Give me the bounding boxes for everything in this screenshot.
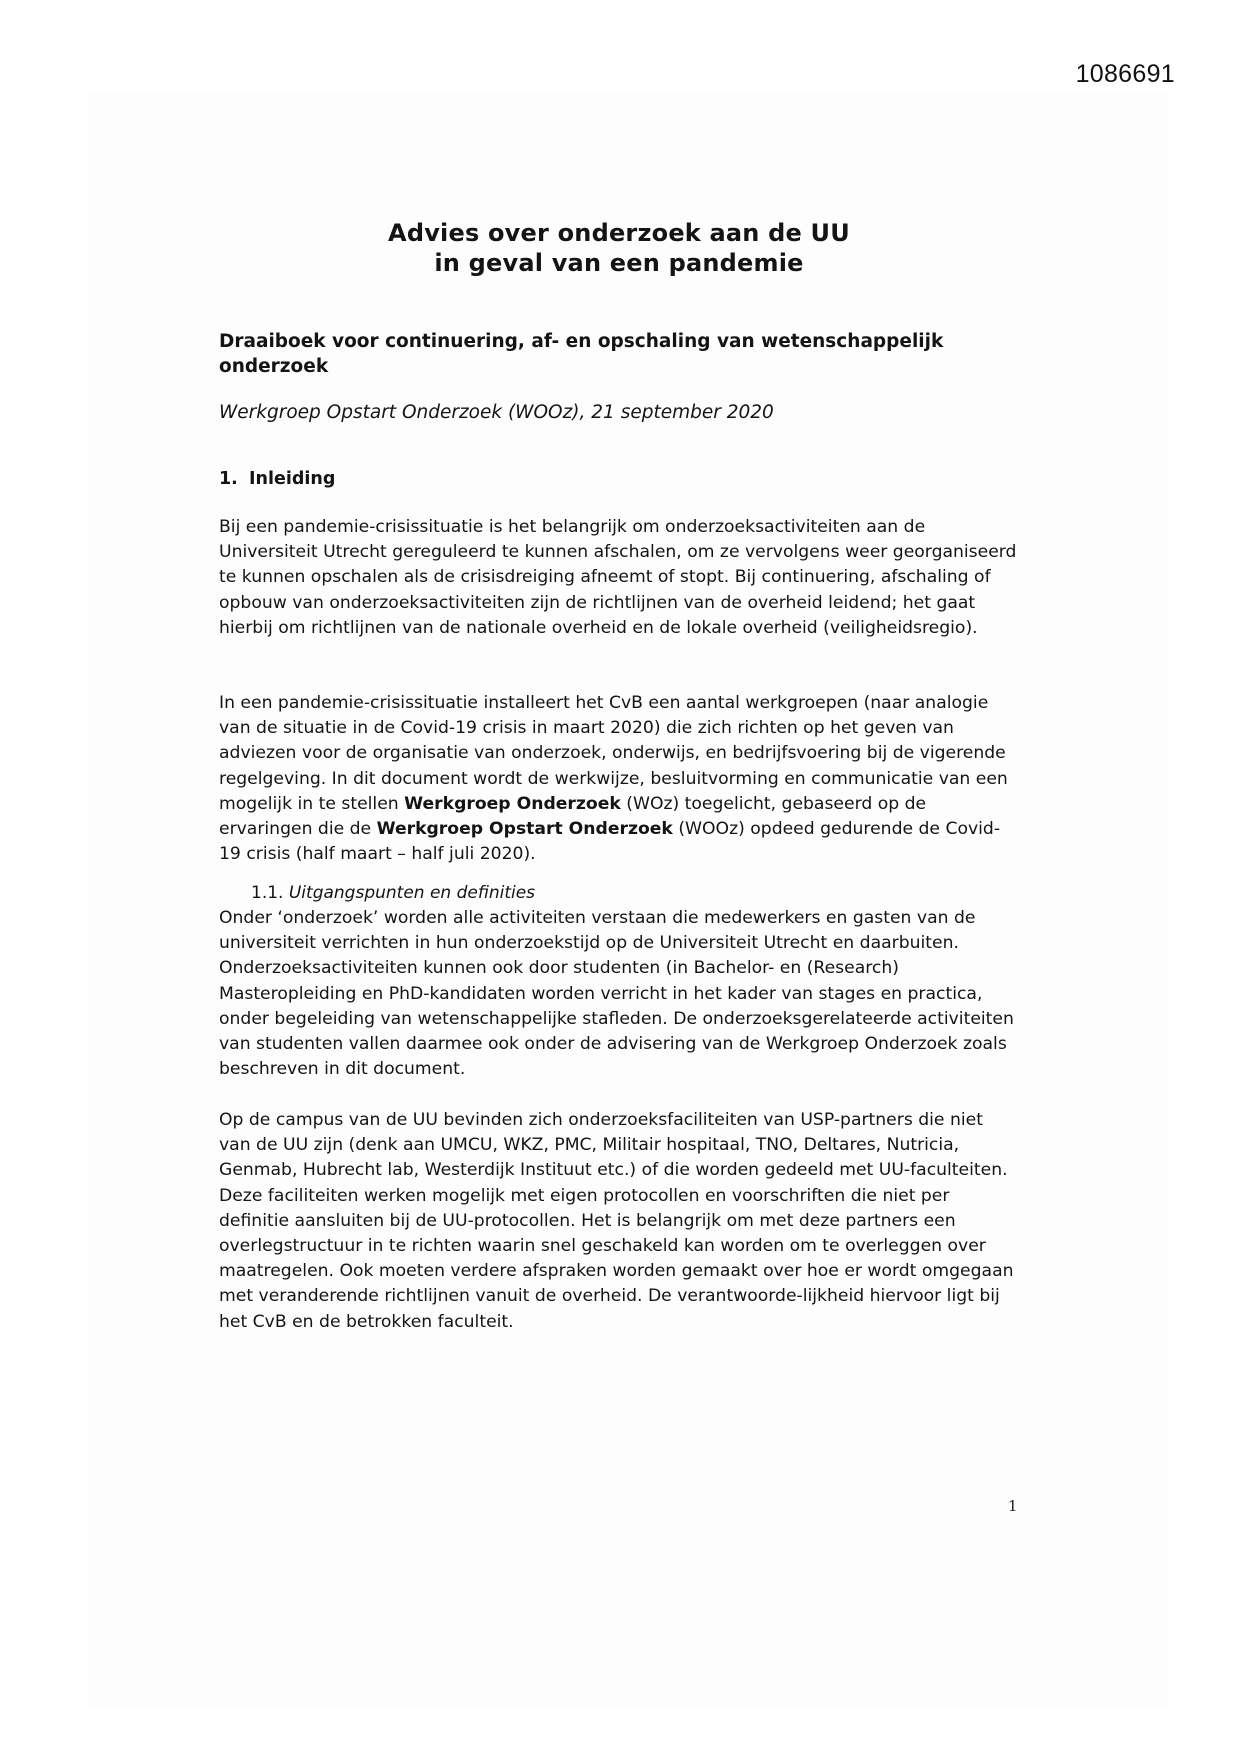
subsection-title: Uitgangspunten en definities xyxy=(288,883,536,903)
paragraph-text: In een pandemie-crisissituatie installeert het CvB een aantal werkgroepen (naar analogie van de situatie in de Covid-19 crisis in maart 2020) die zich richten op het geven van adviezen voor de organisatie van onderzoek, onderwijs, en bedrijfsvoering bij de vigerende regelgeving. In dit document wordt de werkwijze, besluitvorming en communicatie van een mogelijk in te stellen xyxy=(219,693,1008,814)
paragraph-intro-2 xyxy=(219,691,1019,867)
document-subtitle: Draaiboek voor continuering, af- en opschaling van wetenschappelijk onderzoek xyxy=(219,331,944,377)
paragraph-text: (WOz) toegelicht, gebaseerd op de ervaringen die de xyxy=(219,793,927,840)
title-line-1: Advies over onderzoek aan de UU xyxy=(388,219,850,247)
document-title xyxy=(219,218,1019,278)
subsection-number: 1.1. xyxy=(251,883,284,903)
subsection-heading xyxy=(251,882,535,904)
paragraph-definitions-1: Onder ‘onderzoek’ worden alle activiteiten verstaan die medewerkers en gasten van de universiteit verrichten in hun onderzoekstijd op de Universiteit Utrecht en daarbuiten. Onderzoeksactiviteiten kunnen ook door studenten (in Bachelor- en (Research) Masteropleiding en PhD-kandidaten worden verricht in het kader van stages en practica, onder begeleiding van wetenschappelijke stafleden. De onderzoeksgerelateerde activiteiten van studenten vallen daarmee ook onder de advisering van de Werkgroep Onderzoek zoals beschreven in dit document. xyxy=(219,908,1014,1080)
bold-term-woz: Werkgroep Onderzoek xyxy=(404,793,621,814)
page-number: 1 xyxy=(1008,1497,1018,1515)
section-heading-inleiding xyxy=(219,467,335,492)
paragraph-intro-1: Bij een pandemie-crisissituatie is het belangrijk om onderzoeksactiviteiten aan de Universiteit Utrecht gereguleerd te kunnen afschalen, om ze vervolgens weer georganiseerd te kunnen opschalen als de crisisdreiging afneemt of stopt. Bij continuering, afschaling of opbouw van onderzoeksactiviteiten zijn de richtlijnen van de overheid leidend; het gaat hierbij om richtlijnen van de nationale overheid en de lokale overheid (veiligheidsregio). xyxy=(219,517,1017,638)
document-id: 1086691 xyxy=(1075,60,1175,88)
title-line-2: in geval van een pandemie xyxy=(434,249,804,277)
paragraph-text: (WOOz) opdeed gedurende de Covid-19 crisis (half maart – half juli 2020). xyxy=(219,819,1001,865)
bold-term-wooz: Werkgroep Opstart Onderzoek xyxy=(376,819,673,840)
section-number: 1. xyxy=(219,469,238,489)
document-byline: Werkgroep Opstart Onderzoek (WOOz), 21 september 2020 xyxy=(219,402,774,423)
paragraph-definitions-2: Op de campus van de UU bevinden zich onderzoeksfaciliteiten van USP-partners die niet van de UU zijn (denk aan UMCU, WKZ, PMC, Militair hospitaal, TNO, Deltares, Nutricia, Genmab, Hubrecht lab, Westerdijk Instituut etc.) of die worden gedeeld met UU-faculteiten. Deze faciliteiten werken mogelijk met eigen protocollen en voorschriften die niet per definitie aansluiten bij de UU-protocollen. Het is belangrijk om met deze partners een overlegstructuur in te richten waarin snel geschakeld kan worden om te overleggen over maatregelen. Ook moeten verdere afspraken worden gemaakt over hoe er wordt omgegaan met veranderende richtlijnen vanuit de overheid. De verantwoorde-lijkheid hiervoor ligt bij het CvB en de betrokken faculteit. xyxy=(219,1110,1014,1332)
section-title: Inleiding xyxy=(249,469,336,489)
